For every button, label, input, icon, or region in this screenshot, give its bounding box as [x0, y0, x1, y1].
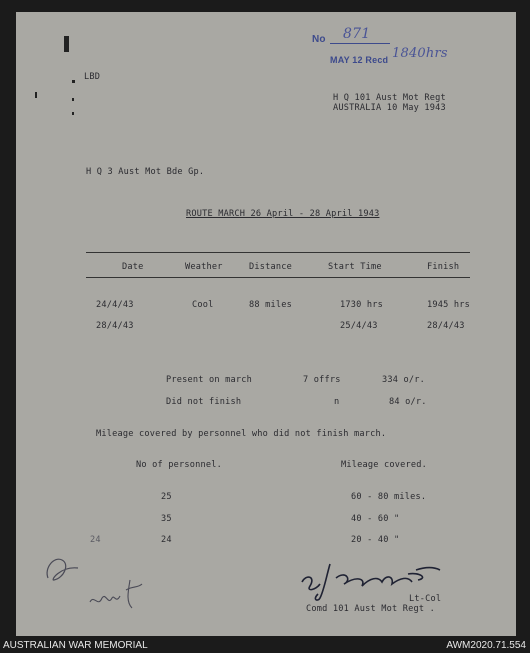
row1-weather: Cool [192, 300, 214, 310]
row1-finish: 1945 hrs [427, 300, 470, 310]
sender-line1: H Q 101 Aust Mot Regt [333, 93, 446, 103]
stamp-time: 1840hrs [392, 46, 448, 61]
table-header-rule [86, 277, 470, 278]
punch-mark [72, 112, 74, 115]
footer-accession: AWM2020.71.554 [446, 640, 526, 651]
mileage-row-miles: 60 - 80 miles. [351, 492, 427, 502]
mileage-heading: Mileage covered by personnel who did not finish march. [96, 429, 387, 439]
punch-mark [72, 80, 75, 83]
col-header-distance: Distance [249, 262, 292, 272]
not-finish-label: Did not finish [166, 397, 242, 407]
row1-date: 24/4/43 [96, 300, 134, 310]
punch-mark [35, 92, 37, 98]
mileage-row-miles: 40 - 60 " [351, 514, 400, 524]
row1-start: 1730 hrs [340, 300, 383, 310]
addressee: H Q 3 Aust Mot Bde Gp. [86, 167, 205, 177]
col-header-date: Date [122, 262, 144, 272]
present-label: Present on march [166, 375, 252, 385]
mileage-col-covered: Mileage covered. [341, 460, 427, 470]
mileage-row-count: 24 [161, 535, 172, 545]
mileage-row-count: 25 [161, 492, 172, 502]
not-finish-offrs: n [334, 397, 340, 407]
col-header-finish: Finish [427, 262, 460, 272]
not-finish-or: 84 o/r. [389, 397, 427, 407]
pencil-initials-icon [86, 574, 156, 614]
mileage-row-miles: 20 - 40 " [351, 535, 400, 545]
punch-mark [64, 36, 69, 52]
col-header-weather: Weather [185, 262, 223, 272]
signatory-title: Comd 101 Aust Mot Regt . [306, 604, 435, 614]
document-title: ROUTE MARCH 26 April - 28 April 1943 [186, 209, 380, 219]
mileage-col-personnel: No of personnel. [136, 460, 222, 470]
signatory-rank: Lt-Col [409, 594, 442, 604]
mileage-row-count: 35 [161, 514, 172, 524]
row2-start: 25/4/43 [340, 321, 378, 331]
table-top-rule [86, 252, 470, 253]
stamp-number: 871 [343, 26, 371, 42]
col-header-start-time: Start Time [328, 262, 382, 272]
present-offrs: 7 offrs [303, 375, 341, 385]
punch-mark [72, 98, 74, 101]
row2-date: 28/4/43 [96, 321, 134, 331]
stamp-no-label: No [312, 34, 326, 45]
row1-distance: 88 miles [249, 300, 292, 310]
reference-code: LBD [84, 72, 101, 82]
pencil-scribble-icon [40, 548, 90, 588]
row2-finish: 28/4/43 [427, 321, 465, 331]
sender-line2: AUSTRALIA 10 May 1943 [333, 103, 446, 113]
margin-note: 24 [90, 535, 101, 545]
stamp-date: MAY 12 Recd [330, 55, 389, 65]
stamp-underline [330, 43, 390, 44]
footer-institution: AUSTRALIAN WAR MEMORIAL [3, 640, 148, 651]
present-or: 334 o/r. [382, 375, 425, 385]
